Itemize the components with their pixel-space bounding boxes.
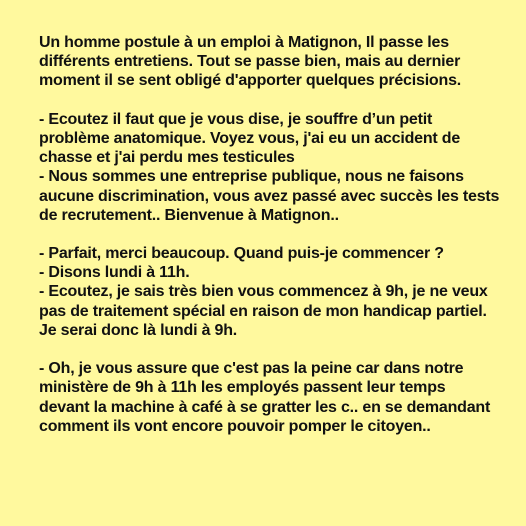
text-line: différents entretiens. Tout se passe bien, mais au dernier xyxy=(39,53,461,71)
paragraph-spacer xyxy=(39,225,518,244)
text-line: - Parfait, merci beaucoup. Quand puis-je commencer ? xyxy=(39,245,444,263)
paragraph-punchline xyxy=(39,359,518,436)
text-line: pas de traitement spécial en raison de mon handicap partiel. xyxy=(39,302,487,320)
text-line: - Nous sommes une entreprise publique, nous ne faisons xyxy=(39,168,464,186)
text-line: Un homme postule à un emploi à Matignon, Il passe les xyxy=(39,34,449,51)
text-line: - Disons lundi à 11h. xyxy=(39,264,190,282)
paragraph-schedule xyxy=(39,244,518,340)
text-line: de recrutement.. Bienvenue à Matignon.. xyxy=(39,206,339,224)
text-line: problème anatomique. Voyez vous, j'ai eu un accident de xyxy=(39,129,461,147)
paragraph-spacer xyxy=(39,91,518,110)
text-line: moment il se sent obligé d'apporter quelques précisions. xyxy=(39,72,462,90)
paragraph-spacer xyxy=(39,340,518,359)
text-line: comment ils vont encore pouvoir pomper le citoyen.. xyxy=(39,417,431,435)
text-line: ministère de 9h à 11h les employés passent leur temps xyxy=(39,379,446,397)
text-line: aucune discrimination, vous avez passé avec succès les tests xyxy=(39,187,500,205)
text-line: - Ecoutez il faut que je vous dise, je souffre d’un petit xyxy=(39,110,433,128)
text-line: - Ecoutez, je sais très bien vous commencez à 9h, je ne veux xyxy=(39,283,488,301)
text-line: Je serai donc là lundi à 9h. xyxy=(39,321,238,339)
paragraph-confession xyxy=(39,110,518,225)
text-line: devant la machine à café à se gratter les c.. en se demandant xyxy=(39,398,491,416)
text-line: - Oh, je vous assure que c'est pas la peine car dans notre xyxy=(39,360,464,378)
text-line: chasse et j'ai perdu mes testicules xyxy=(39,149,295,167)
paragraph-intro xyxy=(39,33,518,91)
